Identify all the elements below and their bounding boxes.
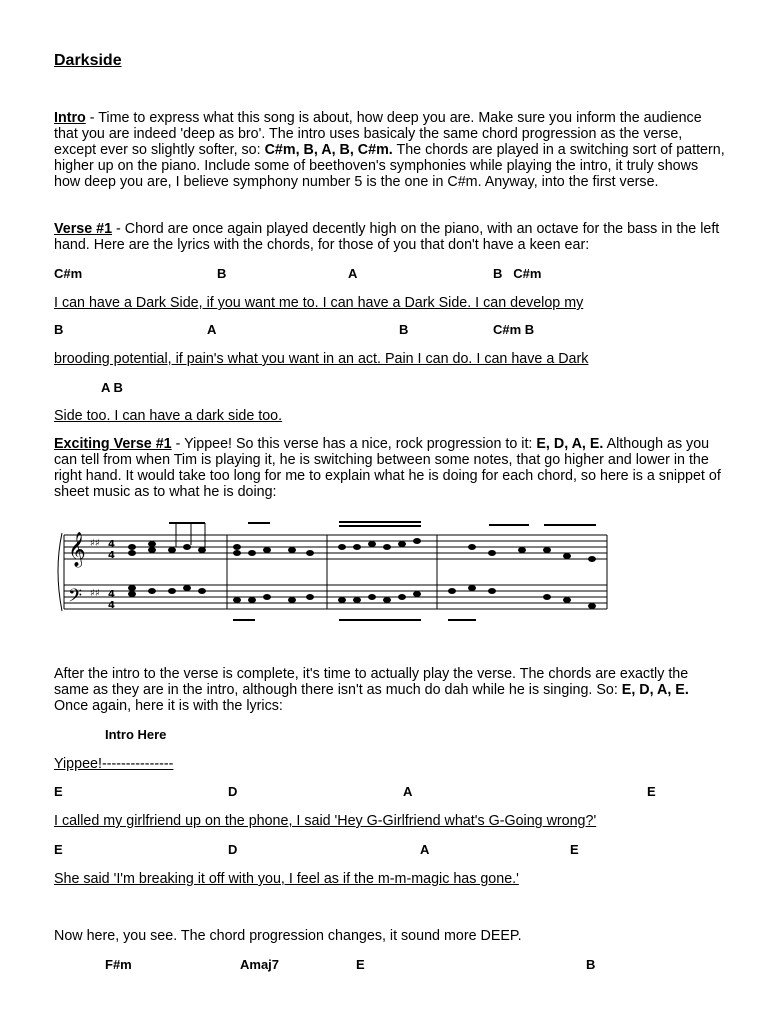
exciting-text-1: - Yippee! So this verse has a nice, rock progression to it: — [171, 436, 537, 452]
exciting-verse-paragraph — [54, 436, 726, 500]
lyric-line: She said 'I'm breaking it off with you, I feel as if the m-m-magic has gone.' — [54, 871, 519, 887]
bass-staff — [64, 585, 607, 609]
exciting-chords: E, D, A, E. — [536, 436, 604, 452]
after-text-2: Once again, here it is with the lyrics: — [54, 698, 283, 714]
after-text-1: After the intro to the verse is complete, it's time to actually play the verse. The chords are exactly the same as they are in the intro, although there isn't as much do dah while he is singing. So: — [54, 666, 689, 698]
brace — [58, 533, 62, 611]
intro-chords: C#m, B, A, B, C#m. — [264, 142, 393, 158]
intro-heading: Intro — [54, 110, 86, 126]
time-signature-icon: 4 — [108, 600, 115, 611]
intro-here-label: Intro Here — [105, 727, 167, 742]
deep-text: Now here, you see. The chord progression changes, it sound more DEEP. — [54, 928, 522, 944]
time-signature-icon: 4 — [108, 539, 115, 550]
exciting-verse-heading: Exciting Verse #1 — [54, 436, 172, 452]
chord: E — [356, 957, 365, 972]
sheet-music-image — [52, 515, 612, 630]
chord: B — [399, 322, 409, 337]
chord: F#m — [105, 957, 132, 972]
notes — [128, 521, 596, 621]
verse1-heading: Verse #1 — [54, 221, 113, 237]
verse1-paragraph — [54, 221, 726, 253]
chord: C#m B — [493, 322, 535, 337]
chord: Amaj7 — [240, 957, 280, 972]
chord: B — [217, 266, 227, 281]
chord: E — [54, 784, 63, 799]
key-signature-icon: ♯♯ — [90, 588, 100, 599]
chord: E — [647, 784, 656, 799]
key-signature-icon: ♯♯ — [90, 538, 100, 549]
page-title: Darkside — [54, 52, 122, 69]
chord: A — [207, 322, 217, 337]
chord: A — [420, 842, 430, 857]
lyric-line: I can have a Dark Side, if you want me to. I can have a Dark Side. I can develop my — [54, 295, 584, 311]
lyric-line: I called my girlfriend up on the phone, I said 'Hey G-Girlfriend what's G-Going wrong?' — [54, 813, 597, 829]
chord: B C#m — [493, 266, 542, 281]
chord: A B — [101, 380, 123, 395]
treble-clef-icon: 𝄞 — [68, 532, 86, 567]
after-chords: E, D, A, E. — [621, 682, 689, 698]
chord: D — [228, 842, 238, 857]
chord: A — [348, 266, 358, 281]
intro-paragraph — [54, 110, 726, 190]
chord: B — [586, 957, 596, 972]
chord: D — [228, 784, 238, 799]
chord: E — [570, 842, 579, 857]
after-intro-paragraph — [54, 666, 726, 714]
chord: A — [403, 784, 413, 799]
lyric-line: brooding potential, if pain's what you want in an act. Pain I can do. I can have a Dark — [54, 351, 589, 367]
treble-staff — [64, 535, 607, 559]
exciting-text-2: Although as you can tell from when Tim is playing it, he is switching between some notes, that go higher and lower in the right hand. It would take too long for me to explain what he is doing for each chord, so here is a snippet of sheet music as to what he is doing: — [54, 436, 721, 500]
yippee-line: Yippee!--------------- — [54, 756, 174, 772]
lyric-line: Side too. I can have a dark side too. — [54, 408, 283, 424]
bass-clef-icon: 𝄢 — [68, 586, 83, 611]
chord: B — [54, 322, 64, 337]
chord: C#m — [54, 266, 83, 281]
chord: E — [54, 842, 63, 857]
time-signature-icon: 4 — [108, 550, 115, 561]
verse1-text: - Chord are once again played decently high on the piano, with an octave for the bass in the left hand. Here are the lyrics with the chords, for those of you that don't have a keen ear: — [54, 221, 720, 253]
time-signature-icon: 4 — [108, 589, 115, 600]
intro-text-2: The chords are played in a switching sort of pattern, higher up on the piano. Include some of beethoven's symphonies while playing the intro, it truly shows how deep you are, I believe symphony number 5 is the one in C#m. Anyway, into the first verse. — [54, 142, 725, 190]
intro-text-1: - Time to express what this song is about, how deep you are. Make sure you inform the audience that you are indeed 'deep as bro'. The intro uses basicaly the same chord progression as the verse, except ever so slightly softer, so: — [54, 110, 702, 158]
